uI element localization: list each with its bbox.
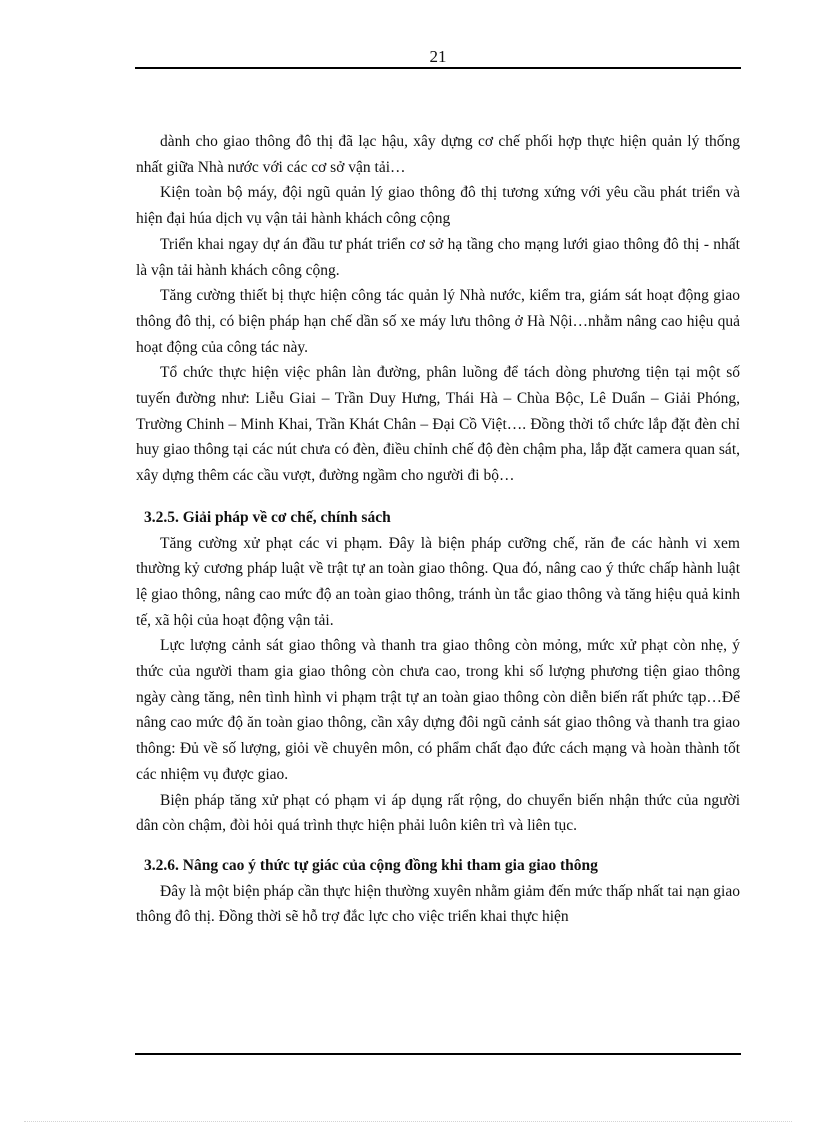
paragraph: Kiện toàn bộ máy, đội ngũ quản lý giao thông đô thị tương xứng với yêu cầu phát triển và hiện đại húa dịch vụ vận tải hành khách công cộng <box>136 184 740 228</box>
paragraph: Tăng cường thiết bị thực hiện công tác quản lý Nhà nước, kiểm tra, giám sát hoạt động giao thông đô thị, có biện pháp hạn chế dần số xe máy lưu thông ở Hà Nội…nhằm nâng cao hiệu quả hoạt động của công tác này. <box>136 287 740 356</box>
page-number: 21 <box>429 47 447 66</box>
header-rule <box>135 67 741 69</box>
paragraph: Tăng cường xử phạt các vi phạm. Đây là biện pháp cưỡng chế, răn đe các hành vi xem thường kỷ cương pháp luật về trật tự an toàn giao thông. Qua đó, nâng cao ý thức chấp hành luật lệ giao thông, nâng cao mức độ an toàn giao thông, tránh ùn tắc giao thông và tăng hiệu quả kinh tế, xã hội của hoạt động vận tải. <box>136 534 740 629</box>
paragraph: Triển khai ngay dự án đầu tư phát triển cơ sở hạ tầng cho mạng lưới giao thông đô thị - nhất là vận tải hành khách công cộng. <box>136 235 740 279</box>
footer-rule <box>135 1053 741 1055</box>
page-edge <box>24 1121 792 1122</box>
document-body <box>136 129 740 930</box>
paragraph: Tổ chức thực hiện việc phân làn đường, phân luồng để tách dòng phương tiện tại một số tuyến đường như: Liễu Giai – Trần Duy Hưng, Thái Hà – Chùa Bộc, Lê Duẩn – Giải Phóng, Trường Chinh – Minh Khai, Trần Khát Chân – Đại Cồ Việt…. Đồng thời tổ chức lắp đặt đèn chỉ huy giao thông tại các nút chưa có đèn, điều chỉnh chế độ đèn chậm pha, lắp đặt camera quan sát, xây dựng thêm các cầu vượt, đường ngầm cho người đi bộ… <box>136 364 740 485</box>
spacer <box>136 489 740 505</box>
paragraph: Biện pháp tăng xử phạt có phạm vi áp dụng rất rộng, do chuyển biến nhận thức của người dân còn chậm, đòi hỏi quá trình thực hiện phải luôn kiên trì và liên tục. <box>136 791 740 835</box>
paragraph: dành cho giao thông đô thị đã lạc hậu, xây dựng cơ chế phối hợp thực hiện quản lý thống nhất giữa Nhà nước với các cơ sở vận tải… <box>136 133 740 176</box>
spacer <box>136 839 740 853</box>
section-heading-3-2-5: 3.2.5. Giải pháp về cơ chế, chính sách <box>144 508 391 526</box>
paragraph: Đây là một biện pháp cần thực hiện thường xuyên nhằm giảm đến mức thấp nhất tai nạn giao thông đô thị. Đồng thời sẽ hỗ trợ đắc lực cho việc triển khai thực hiện <box>136 882 740 926</box>
section-heading-3-2-6: 3.2.6. Nâng cao ý thức tự giác của cộng đồng khi tham gia giao thông <box>144 856 598 874</box>
paragraph: Lực lượng cảnh sát giao thông và thanh tra giao thông còn mỏng, mức xử phạt còn nhẹ, ý thức của người tham gia giao thông còn chưa cao, trong khi số lượng phương tiện giao thông ngày càng tăng, nên tình hình vi phạm trật tự an toàn giao thông còn diễn biến rất phức tạp…Để nâng cao mức độ ăn toàn giao thông, cần xây dựng đôi ngũ cảnh sát giao thông và thanh tra giao thông: Đủ về số lượng, giỏi về chuyên môn, có phẩm chất đạo đức cách mạng và hoàn thành tốt các nhiệm vụ được giao. <box>136 637 740 783</box>
